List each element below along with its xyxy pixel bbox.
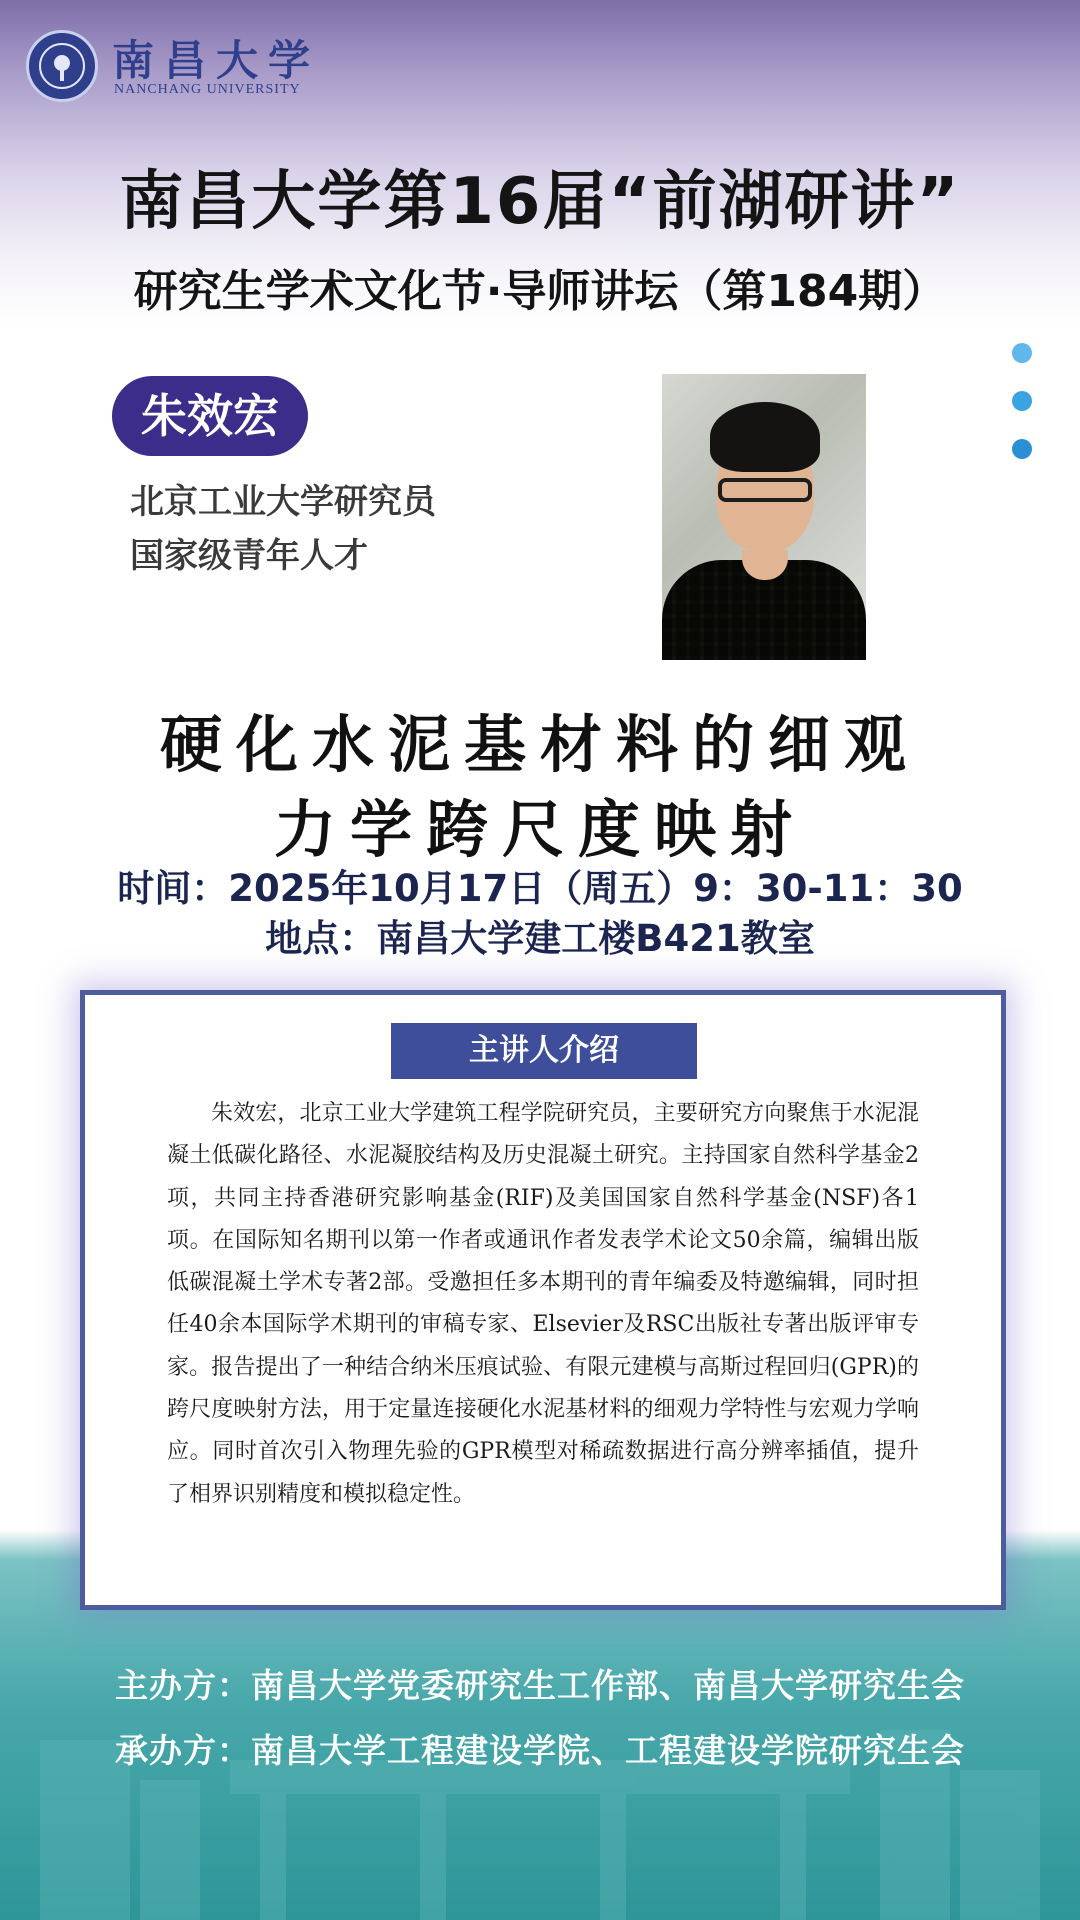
university-english-name: NANCHANG UNIVERSITY (114, 82, 301, 97)
event-subtitle: 研究生学术文化节·导师讲坛（第184期） (133, 266, 947, 317)
speaker-name-badge: 朱效宏 (112, 376, 308, 456)
decorative-dot (1012, 343, 1032, 363)
host-organizer: 主办方：南昌大学党委研究生工作部、南昌大学研究生会 (115, 1666, 965, 1705)
talk-title-line1: 硬化水泥基材料的细观 (159, 708, 920, 781)
photo-glasses (718, 478, 812, 502)
intro-heading: 主讲人介绍 (391, 1023, 697, 1079)
decorative-dot (1012, 391, 1032, 411)
speaker-position: 北京工业大学研究员 (130, 482, 436, 522)
speaker-honor: 国家级青年人才 (130, 536, 368, 576)
decorative-dot (1012, 439, 1032, 459)
talk-title-line2: 力学跨尺度映射 (273, 793, 806, 866)
university-logo (26, 30, 98, 102)
university-name: 南昌大学 (112, 36, 321, 85)
co-host-organizer: 承办方：南昌大学工程建设学院、工程建设学院研究生会 (115, 1731, 965, 1770)
logo-ring (39, 43, 85, 89)
talk-time: 时间：2025年10月17日（周五）9：30-11：30 (117, 867, 963, 910)
talk-location: 地点：南昌大学建工楼B421教室 (265, 917, 815, 960)
speaker-intro-card (80, 990, 1006, 1610)
tree-trunk (60, 69, 64, 81)
intro-body: 朱效宏，北京工业大学建筑工程学院研究员，主要研究方向聚焦于水泥混凝土低碳化路径、水泥凝胶结构及历史混凝土研究。主持国家自然科学基金2项，共同主持香港研究影响基金(RIF)及美国国家自然科学基金(NSF)各1项。在国际知名期刊以第一作者或通讯作者发表学术论文50余篇，编辑出版低碳混凝土学术专著2部。受邀担任多本期刊的青年编委及特邀编辑，同时担任40余本国际学术期刊的审稿专家、Elsevier及RSC出版社专著出版评审专家。报告提出了一种结合纳米压痕试验、有限元建模与高斯过程回归(GPR)的跨尺度映射方法，用于定量连接硬化水泥基材料的细观力学特性与宏观力学响应。同时首次引入物理先验的GPR模型对稀疏数据进行高分辨率插值，提升了相界识别精度和模拟稳定性。 (167, 1101, 919, 1507)
speaker-photo (662, 374, 866, 660)
photo-hair (710, 402, 820, 472)
event-title: 南昌大学第16届“前湖研讲” (119, 165, 961, 239)
